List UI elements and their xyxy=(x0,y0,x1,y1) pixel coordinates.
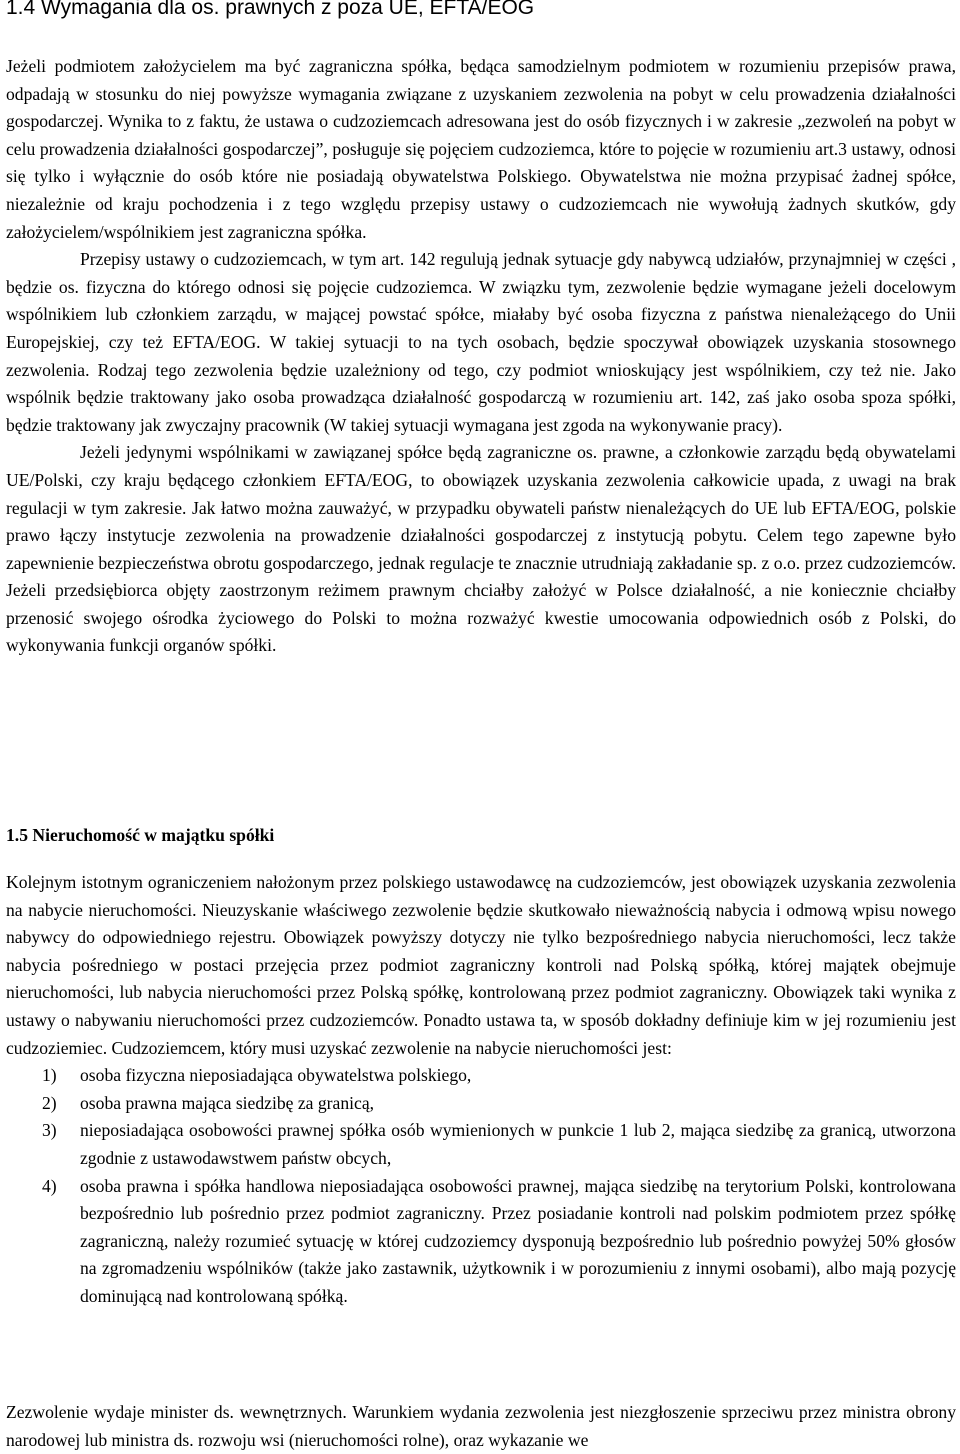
list-item xyxy=(6,1062,956,1090)
numbered-list xyxy=(6,1062,956,1310)
paragraph: Jeżeli podmiotem założycielem ma być zagraniczna spółka, będąca samodzielnym podmiotem w rozumieniu przepisów prawa, odpadają w stosunku do niej powyższe wymagania związane z uzyskaniem zezwolenia na pobyt w celu prowadzenia działalności gospodarczej. Wynika to z faktu, że ustawa o cudzoziemcach adresowana jest do osób fizycznych i w zakresie „zezwoleń na pobyt w celu prowadzenia działalności gospodarczej”, posługuje się pojęciem cudzoziemca, które to pojęcie w rozumieniu art.3 ustawy, odnosi się tylko i wyłącznie do osób które nie posiadają obywatelstwa Polskiego. Obywatelstwa nie można przypisać żadnej spółce, niezależnie od kraju pochodzenia i z tego względu przepisy ustawy o cudzoziemcach nie wywołują żadnych skutków, gdy założycielem/wspólnikiem jest zagraniczna spółka. xyxy=(6,56,956,242)
list-item-text: osoba fizyczna nieposiadająca obywatelstwa polskiego, xyxy=(80,1065,472,1086)
paragraph: Kolejnym istotnym ograniczeniem nałożonym przez polskiego ustawodawcę na cudzoziemców, jest obowiązek uzyskania zezwolenia na nabycie nieruchomości. Nieuzyskanie właściwego zezwolenie będzie skutkowało nieważnością nabycia i odmową wpisu nowego nabywcy do odpowiedniego rejestru. Obowiązek powyższy dotyczy nie tylko bezpośredniego nabycia nieruchomości, lecz także nabycia pośredniego w postaci przejęcia przez podmiot zagraniczny kontroli nad Polską spółką, której majątek obejmuje nieruchomości, lub nabycia nieruchomości przez Polską spółkę, kontrolowaną przez podmiot zagraniczny. Obowiązek taki wynika z ustawy o nabywaniu nieruchomości przez cudzoziemców. Ponadto ustawa ta, w sposób dokładny definiuje kim w jej rozumieniu jest cudzoziemiec. Cudzoziemcem, który musi uzyskać zezwolenie na nabycie nieruchomości jest: xyxy=(6,872,956,1058)
list-item-number: 4) xyxy=(42,1175,57,1196)
list-item-text: nieposiadająca osobowości prawnej spółka osób wymienionych w punkcie 1 lub 2, mająca siedzibę za granicą, utworzona zgodnie z ustawodawstwem państw obcych, xyxy=(80,1120,956,1168)
section-1-4-body xyxy=(6,53,956,660)
paragraph: Przepisy ustawy o cudzoziemcach, w tym art. 142 regulują jednak sytuacje gdy nabywcą udziałów, przynajmniej w części , będzie os. fizyczna do którego odnosi się pojęcie cudzoziemca. W związku tym, zezwolenie będzie wymagane jeżeli docelowym wspólnikiem lub członkiem zarządu, w mającej powstać spółce, miałaby być osoba fizyczna z państwa nienależącego do Unii Europejskiej, czy też EFTA/EOG. W takiej sytuacji to na tych osobach, będzie spoczywał obowiązek uzyskania stosownego zezwolenia. Rodzaj tego zezwolenia będzie uzależniony od tego, czy podmiot wnioskujący jest wspólnikiem, czy też nie. Jako wspólnik będzie traktowany jako osoba prowadząca działalność gospodarczą w rozumieniu art. 142, zaś jako osoba spoza spółki, będzie traktowany jak zwyczajny pracownik (W takiej sytuacji wymagana jest zgoda na wykonywanie pracy). xyxy=(6,249,956,435)
list-item-number: 2) xyxy=(42,1092,57,1113)
list-item-number: 1) xyxy=(42,1065,57,1086)
list-item xyxy=(6,1090,956,1118)
closing-paragraph: Zezwolenie wydaje minister ds. wewnętrznych. Warunkiem wydania zezwolenia jest niezgłoszenie sprzeciwu przez ministra obrony narodowej lub ministra ds. rozwoju wsi (nieruchomości rolne), oraz wykazanie we xyxy=(6,1402,956,1450)
section-heading-1-5: 1.5 Nieruchomość w majątku spółki xyxy=(6,825,275,845)
list-item-number: 3) xyxy=(42,1120,57,1141)
list-item-text: osoba prawna mająca siedzibę za granicą, xyxy=(80,1092,375,1113)
list-item-text: osoba prawna i spółka handlowa nieposiadająca osobowości prawnej, mająca siedzibę na terytorium Polski, kontrolowana bezpośrednio lub pośrednio przez podmiot zagraniczny. Przez posiadanie kontroli nad polskim podmiotem przez spółkę zagraniczną, należy rozumieć sytuację w której cudzoziemcy dysponują bezpośrednio lub pośrednio powyżej 50% głosów na zgromadzeniu wspólników (także jako zastawnik, użytkownik i w porozumieniu z innymi osobami), albo mają pozycję dominującą nad kontrolowaną spółką. xyxy=(80,1175,956,1306)
paragraph: Jeżeli jedynymi wspólnikami w zawiązanej spółce będą zagraniczne os. prawne, a członkowie zarządu będą obywatelami UE/Polski, czy kraju będącego członkiem EFTA/EOG, to obowiązek uzyskania zezwolenia całkowicie upada, z uwagi na brak regulacji w tym zakresie. Jak łatwo można zauważyć, w przypadku obywateli państw nienależących do UE lub EFTA/EOG, polskie prawo łączy instytucje zezwolenia na prowadzenie działalności gospodarczej z instytucją pobytu. Celem tego zapewne było zapewnienie bezpieczeństwa obrotu gospodarczego, jednak regulacje te znacznie utrudniają zakładanie sp. z o.o. przez cudzoziemców. Jeżeli przedsiębiorca objęty zaostrzonym reżimem prawnym chciałby założyć w Polsce działalność, a nie koniecznie chciałby przenosić swojego ośrodka życiowego do Polski to można rozważyć kwestie umocowania odpowiednich osób z Polski, do wykonywania funkcji organów spółki. xyxy=(6,442,956,656)
list-item xyxy=(6,1173,956,1311)
section-1-5 xyxy=(6,822,956,1311)
list-item xyxy=(6,1117,956,1172)
section-heading-1-4: 1.4 Wymagania dla os. prawnych z poza UE, EFTA/EOG xyxy=(6,0,535,19)
